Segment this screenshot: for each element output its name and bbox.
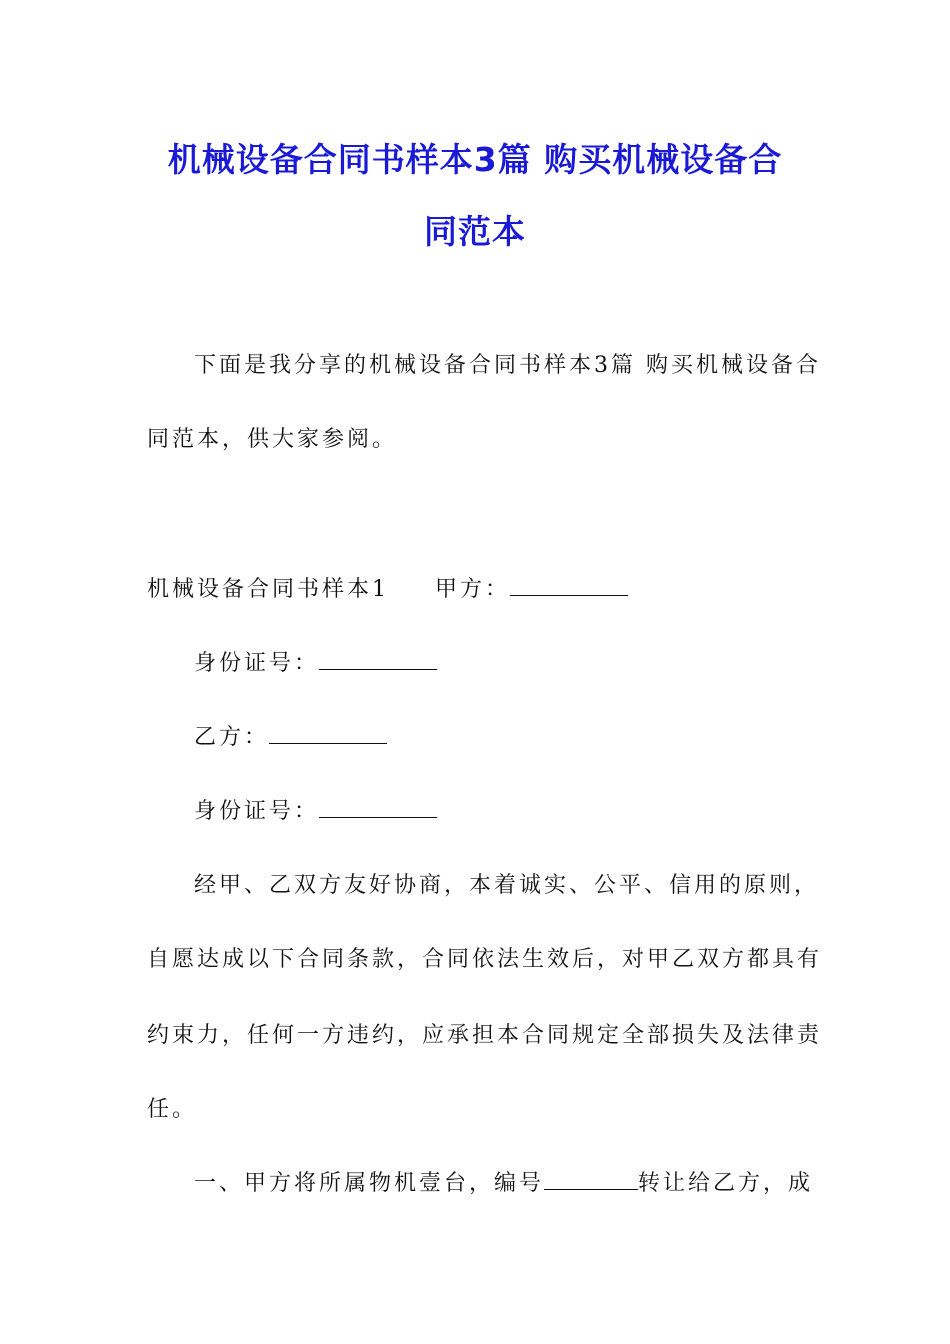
intro-line-1: 下面是我分享的机械设备合同书样本3篇 购买机械设备合 — [194, 353, 821, 378]
party-b-label: 乙方： — [194, 725, 270, 750]
paragraph-1-line-1: 经甲、乙双方友好协商，本着诚实、公平、信用的原则， — [194, 873, 820, 898]
serial-number-blank — [544, 1169, 638, 1190]
id-number-row-1 — [194, 646, 437, 677]
paragraph-1-line-4: 任。 — [147, 1097, 198, 1122]
id-label-1: 身份证号： — [194, 651, 320, 676]
paragraph-1-line-3: 约束力，任何一方违约，应承担本合同规定全部损失及法律责 — [147, 1023, 823, 1048]
sample-1-heading-row — [147, 572, 628, 603]
paragraph-1-line-2: 自愿达成以下合同条款，合同依法生效后，对甲乙双方都具有 — [147, 947, 823, 972]
document-title-line-2: 同范本 — [424, 212, 526, 251]
clause-1-row — [194, 1166, 813, 1197]
party-a-label: 甲方： — [435, 577, 511, 602]
id-label-2: 身份证号： — [194, 799, 320, 824]
intro-line-2: 同范本，供大家参阅。 — [147, 427, 398, 452]
id-number-row-2 — [194, 794, 437, 825]
document-title-line-1: 机械设备合同书样本3篇 购买机械设备合 — [167, 140, 783, 179]
party-b-blank — [269, 723, 387, 744]
party-b-row — [194, 720, 387, 751]
id-number-blank-1 — [319, 649, 437, 670]
clause-1-text-end: 转让给乙方，成 — [638, 1171, 814, 1196]
id-number-blank-2 — [319, 797, 437, 818]
party-a-blank — [510, 575, 628, 596]
sample-1-heading: 机械设备合同书样本1 — [147, 577, 389, 602]
clause-1-text-start: 一、甲方将所属物机壹台，编号 — [194, 1171, 545, 1196]
